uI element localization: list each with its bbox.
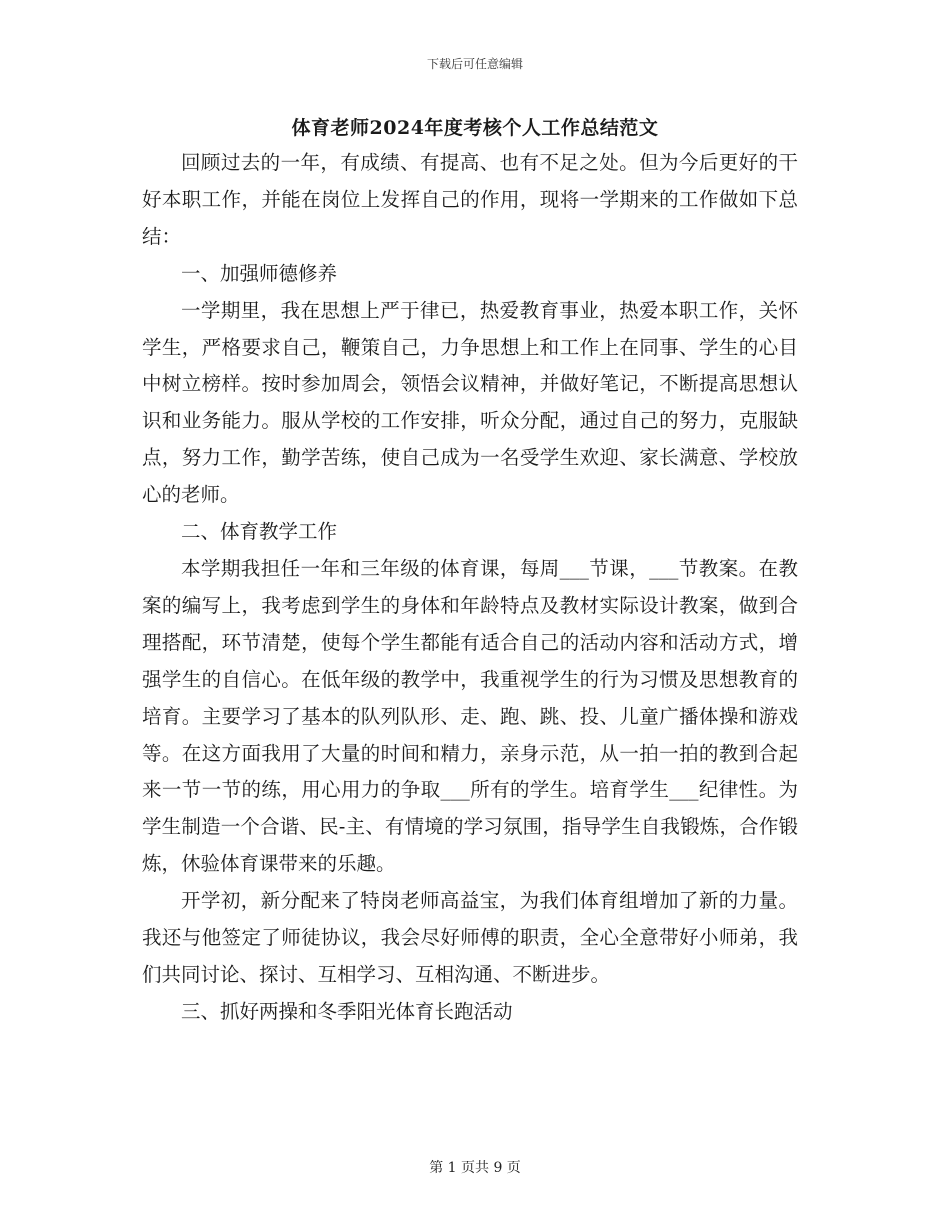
paragraph-teaching: 本学期我担任一年和三年级的体育课，每周___节课，___节教案。在教案的编写上，我考虑到学生的身体和年龄特点及教材实际设计教案，做到合理搭配，环节清楚，使每个学生都能有适合自己的活动内容和活动方式，增强学生的自信心。在低年级的教学中，我重视学生的行为习惯及思想教育的培育。主要学习了基本的队列队形、走、跑、跳、投、儿童广播体操和游戏等。在这方面我用了大量的时间和精力，亲身示范，从一拍一拍的教到合起来一节一节的练，用心用力的争取___所有的学生。培育学生___纪律性。为学生制造一个合谐、民-主、有情境的学习氛围，指导学生自我锻炼，合作锻炼，休验体育课带来的乐趣。 xyxy=(142,556,798,876)
section-heading-1: 一、加强师德修养 xyxy=(181,261,338,285)
paragraph-ethics: 一学期里，我在思想上严于律已，热爱教育事业，热爱本职工作，关怀学生，严格要求自己，鞭策自己，力争思想上和工作上在同事、学生的心目中树立榜样。按时参加周会，领悟会议精神，并做好笔记，不断提高思想认识和业务能力。服从学校的工作安排，听众分配，通过自己的努力，克服缺点，努力工作，勤学苦练，使自己成为一名受学生欢迎、家长满意、学校放心的老师。 xyxy=(142,298,798,507)
paragraph-intro: 回顾过去的一年，有成绩、有提高、也有不足之处。但为今后更好的干好本职工作，并能在岗位上发挥自己的作用，现将一学期来的工作做如下总结： xyxy=(142,151,798,248)
header-note: 下载后可任意编辑 xyxy=(426,57,523,71)
document-title: 体育老师2024年度考核个人工作总结范文 xyxy=(291,117,659,139)
section-heading-2: 二、体育教学工作 xyxy=(181,520,338,544)
page-number: 第 1 页共 9 页 xyxy=(429,1160,521,1176)
document-body xyxy=(142,145,798,1031)
paragraph-mentoring: 开学初，新分配来了特岗老师高益宝，为我们体育组增加了新的力量。我还与他签定了师徒协议，我会尽好师傅的职责，全心全意带好小师弟，我们共同讨论、探讨、互相学习、互相沟通、不断进步。 xyxy=(142,889,798,986)
section-heading-3: 三、抓好两操和冬季阳光体育长跑活动 xyxy=(181,999,513,1023)
